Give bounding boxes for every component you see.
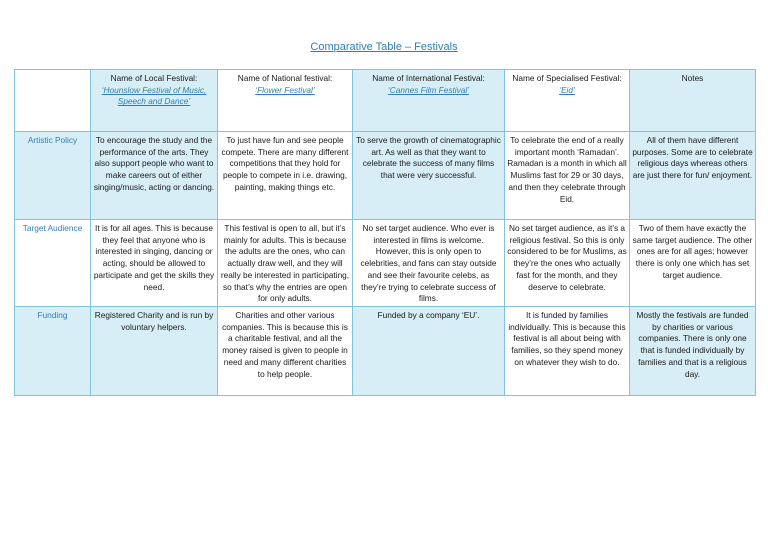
cell-international: To serve the growth of cinematographic art. As well as that they want to celebrate the success of many films that were very successful. <box>353 132 505 220</box>
cell-national: Charities and other various companies. This is because this is a charitable festival, and all the money raised is given to people in need and many different charities to help people. <box>218 307 353 396</box>
cell-national: This festival is open to all, but it’s mainly for adults. This is because the adults are the ones, who can actually draw well, and they will really be interested in participating, so that’s why the entries are open for only adults. <box>218 220 353 307</box>
header-empty-cell <box>15 70 91 132</box>
table-row <box>15 132 756 220</box>
cell-local: To encourage the study and the performance of the arts. They also support people who want to make careers out of either singing/music, acting or dancing. <box>91 132 218 220</box>
comparative-table <box>14 69 756 396</box>
cell-notes: Mostly the festivals are funded by charities or various companies. There is only one that is funded individually by families and that is a religious day. <box>630 307 756 396</box>
header-national-label: Name of National festival: <box>237 73 333 83</box>
header-local-name: ‘Hounslow Festival of Music, Speech and Dance’ <box>101 84 207 107</box>
header-international-name: ‘Cannes Film Festival’ <box>387 84 470 95</box>
row-label: Target Audience <box>15 220 91 307</box>
row-label: Artistic Policy <box>15 132 91 220</box>
cell-specialised: To celebrate the end of a really important month ‘Ramadan’. Ramadan is a month in which all Muslims fast for 29 or 30 days, and then they celebrate through Eid. <box>505 132 630 220</box>
header-notes <box>630 70 756 132</box>
header-national-name: ‘Flower Festival’ <box>255 84 315 95</box>
header-international-festival <box>353 70 505 132</box>
cell-specialised: No set target audience, as it’s a religious festival. So this is only considered to be for Muslims, as they’re the ones who actually fast for the month, and they deserve to celebrate. <box>505 220 630 307</box>
header-international-label: Name of International Festival: <box>372 73 485 83</box>
cell-specialised: It is funded by families individually. This is because this festival is all about being with families, so they spend money on whatever they wish to do. <box>505 307 630 396</box>
header-specialised-festival <box>505 70 630 132</box>
cell-notes: All of them have different purposes. Some are to celebrate religious days whereas others are just there for fun/ enjoyment. <box>630 132 756 220</box>
cell-international: Funded by a company ‘EU’. <box>353 307 505 396</box>
header-local-label: Name of Local Festival: <box>110 73 198 83</box>
cell-local: It is for all ages. This is because they feel that anyone who is interested in singing, dancing or acting, should be allowed to participate and get the skills they need. <box>91 220 218 307</box>
page-title: Comparative Table – Festivals <box>310 41 458 53</box>
header-specialised-name: ‘Eid’ <box>559 84 575 95</box>
header-row <box>15 70 756 132</box>
cell-local: Registered Charity and is run by voluntary helpers. <box>91 307 218 396</box>
header-local-festival <box>91 70 218 132</box>
header-specialised-label: Name of Specialised Festival: <box>512 73 622 83</box>
header-national-festival <box>218 70 353 132</box>
cell-national: To just have fun and see people compete. There are many different competitions that they hold for people to compete in i.e. drawing, painting, making things etc. <box>218 132 353 220</box>
cell-notes: Two of them have exactly the same target audience. The other ones are for all ages; however there is only one which has set target audience. <box>630 220 756 307</box>
row-label: Funding <box>15 307 91 396</box>
header-notes-label: Notes <box>681 73 704 83</box>
table-row <box>15 220 756 307</box>
cell-international: No set target audience. Who ever is interested in films is welcome. However, this is only open to celebrities, and fans can stay outside and see their favourite celebs, as they’re trying to celebrate success of films. <box>353 220 505 307</box>
table-row <box>15 307 756 396</box>
